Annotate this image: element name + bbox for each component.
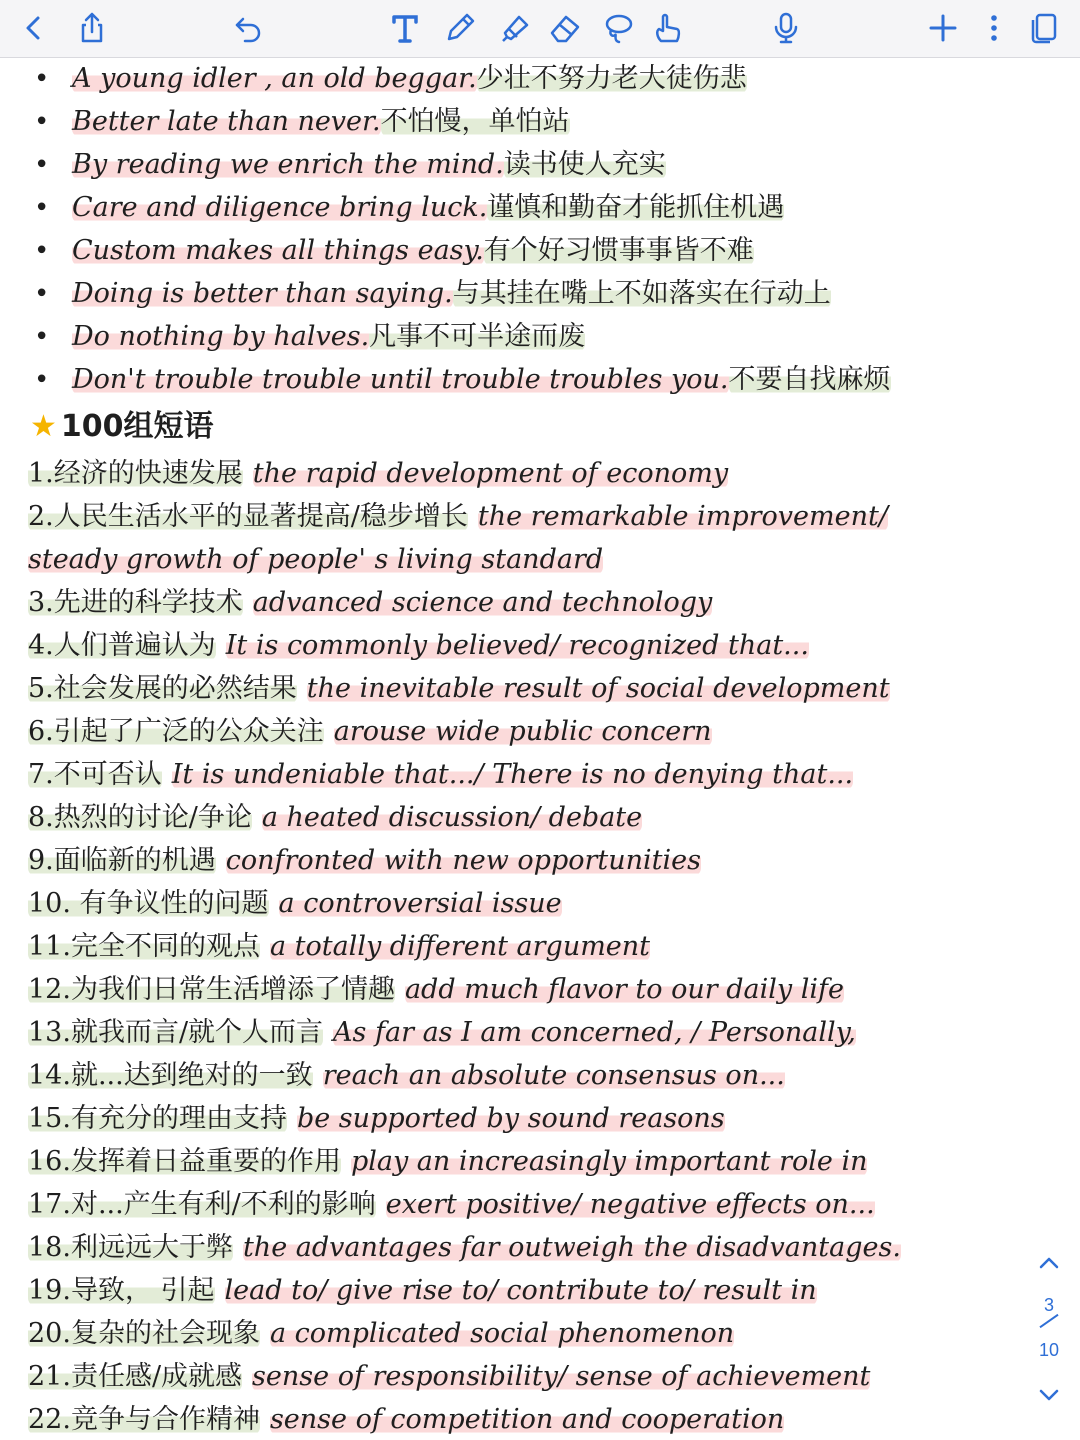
back-chevron-icon[interactable]: [12, 6, 56, 50]
phrase-row: [28, 753, 853, 796]
proverb-chinese: 有个好习惯事事皆不难: [483, 235, 754, 266]
bullet: •: [34, 279, 50, 309]
bullet: •: [34, 64, 50, 94]
bullet: •: [34, 107, 50, 137]
hand-pointer-icon[interactable]: [646, 6, 690, 50]
section-heading: [30, 403, 214, 451]
page-indicator: [1024, 1245, 1074, 1415]
current-page: 3: [1043, 1295, 1054, 1315]
proverb-english: Don't trouble trouble until trouble troubles you.: [72, 364, 729, 395]
phrase-row: [28, 1183, 875, 1226]
proverb-chinese: 少壮不努力老大徒伤悲: [476, 63, 747, 94]
phrase-chinese: 3.先进的科学技术: [28, 587, 243, 618]
page-down-chevron-icon[interactable]: [1035, 1381, 1063, 1409]
phrase-english: lead to/ give rise to/ contribute to/ result in: [224, 1275, 817, 1306]
proverb-chinese: 凡事不可半途而废: [369, 321, 586, 352]
phrase-chinese: 15.有充分的理由支持: [28, 1103, 287, 1134]
proverb-english: Custom makes all things easy.: [72, 235, 484, 266]
phrase-chinese: 14.就...达到绝对的一致: [28, 1060, 313, 1091]
phrase-english: sense of competition and cooperation: [269, 1404, 785, 1435]
pages-icon[interactable]: [1022, 6, 1066, 50]
section-title: 100组短语: [60, 409, 214, 444]
phrase-english: It is commonly believed/ recognized that...: [225, 630, 809, 661]
pen-tool-icon[interactable]: [438, 6, 482, 50]
phrase-english: play an increasingly important role in: [350, 1146, 868, 1177]
toolbar: [0, 0, 1080, 58]
phrase-chinese: 2.人民生活水平的显著提高/稳步增长: [28, 501, 468, 532]
proverb-english: A young idler , an old beggar.: [72, 63, 477, 94]
eraser-icon[interactable]: [543, 6, 587, 50]
phrase-english: arouse wide public concern: [333, 716, 712, 747]
phrase-english: advanced science and technology: [252, 587, 713, 618]
page-divider: [1039, 1314, 1058, 1328]
proverb-chinese: 不要自找麻烦: [728, 364, 891, 395]
phrase-row: [28, 882, 562, 925]
phrase-english: a complicated social phenomenon: [269, 1318, 735, 1349]
phrase-chinese: 11.完全不同的观点: [28, 931, 260, 962]
bullet: •: [34, 236, 50, 266]
bullet: •: [34, 150, 50, 180]
phrase-row: [28, 1054, 785, 1097]
phrase-chinese: 20.复杂的社会现象: [28, 1318, 260, 1349]
proverb-english: Do nothing by halves.: [72, 321, 370, 352]
phrase-english: It is undeniable that.../ There is no denying that...: [171, 759, 854, 790]
text-tool-icon[interactable]: [383, 6, 427, 50]
phrase-row: [28, 1097, 725, 1140]
phrase-row: [28, 1398, 784, 1440]
phrase-row: [28, 796, 642, 839]
phrase-row: [28, 968, 844, 1011]
page-up-chevron-icon[interactable]: [1035, 1249, 1063, 1277]
phrase-row: [28, 710, 712, 753]
phrase-row: [28, 1269, 817, 1312]
phrase-english: steady growth of people' s living standard: [28, 544, 604, 575]
undo-icon[interactable]: [226, 6, 270, 50]
proverb-chinese: 谨慎和勤奋才能抓住机遇: [487, 192, 785, 223]
phrase-english: reach an absolute consensus on...: [322, 1060, 785, 1091]
more-icon[interactable]: [972, 6, 1016, 50]
phrase-english: As far as I am concerned, / Personally,: [333, 1017, 856, 1048]
note-canvas[interactable]: [0, 58, 1080, 1440]
proverb-chinese: 不怕慢，单怕站: [380, 106, 570, 137]
phrase-row: [28, 1355, 870, 1398]
phrase-chinese: 4.人们普遍认为: [28, 630, 216, 661]
phrase-chinese: 7.不可否认: [28, 759, 162, 790]
proverb-chinese: 与其挂在嘴上不如落实在行动上: [452, 278, 831, 309]
phrase-row: [28, 1011, 856, 1054]
phrase-row: [28, 624, 809, 667]
proverb-english: Better late than never.: [72, 106, 381, 137]
proverb-english: Doing is better than saying.: [72, 278, 453, 309]
phrase-row: [28, 1226, 901, 1269]
phrase-row: [28, 1140, 867, 1183]
bullet: •: [34, 365, 50, 395]
proverb-english: Care and diligence bring luck.: [72, 192, 488, 223]
phrase-chinese: 8.热烈的讨论/争论: [28, 802, 252, 833]
microphone-icon[interactable]: [764, 6, 808, 50]
phrase-english: add much flavor to our daily life: [404, 974, 844, 1005]
phrase-english: sense of responsibility/ sense of achievement: [252, 1361, 871, 1392]
proverb-english: By reading we enrich the mind.: [72, 149, 504, 180]
phrase-chinese: 5.社会发展的必然结果: [28, 673, 297, 704]
star-icon: ★: [30, 409, 57, 444]
phrase-chinese: 1.经济的快速发展: [28, 458, 243, 489]
phrase-english: a totally different argument: [269, 931, 651, 962]
phrase-english: the rapid development of economy: [252, 458, 729, 489]
phrase-row: [28, 581, 712, 624]
phrase-english: a controversial issue: [278, 888, 562, 919]
proverb-chinese: 读书使人充实: [503, 149, 666, 180]
phrase-chinese: 16.发挥着日益重要的作用: [28, 1146, 341, 1177]
phrase-row: [28, 1312, 734, 1355]
phrase-english: a heated discussion/ debate: [261, 802, 643, 833]
phrase-row: [28, 495, 888, 538]
bullet: •: [34, 322, 50, 352]
share-icon[interactable]: [70, 6, 114, 50]
phrase-english: the remarkable improvement/: [477, 501, 888, 532]
highlighter-icon[interactable]: [492, 6, 536, 50]
phrase-chinese: 21.责任感/成就感: [28, 1361, 243, 1392]
phrase-english: confronted with new opportunities: [225, 845, 701, 876]
phrase-chinese: 10. 有争议性的问题: [28, 888, 269, 919]
phrase-chinese: 19.导致， 引起: [28, 1275, 215, 1306]
phrase-english: be supported by sound reasons: [296, 1103, 725, 1134]
phrase-english: the advantages far outweigh the disadvantages.: [242, 1232, 901, 1263]
phrase-row: [28, 538, 603, 581]
phrase-english: the inevitable result of social development: [306, 673, 890, 704]
total-pages: 10: [1038, 1340, 1060, 1360]
phrase-row: [28, 452, 728, 495]
bullet: •: [34, 193, 50, 223]
add-icon[interactable]: [921, 6, 965, 50]
phrase-row: [28, 925, 650, 968]
phrase-chinese: 9.面临新的机遇: [28, 845, 216, 876]
phrase-chinese: 18.利远远大于弊: [28, 1232, 233, 1263]
phrase-chinese: 13.就我而言/就个人而言: [28, 1017, 324, 1048]
phrase-chinese: 6.引起了广泛的公众关注: [28, 716, 324, 747]
phrase-chinese: 22.竞争与合作精神: [28, 1404, 260, 1435]
phrase-chinese: 17.对...产生有利/不利的影响: [28, 1189, 376, 1220]
phrase-row: [28, 839, 701, 882]
phrase-english: exert positive/ negative effects on...: [385, 1189, 875, 1220]
lasso-icon[interactable]: [596, 6, 640, 50]
phrase-chinese: 12.为我们日常生活增添了情趣: [28, 974, 395, 1005]
phrase-row: [28, 667, 890, 710]
